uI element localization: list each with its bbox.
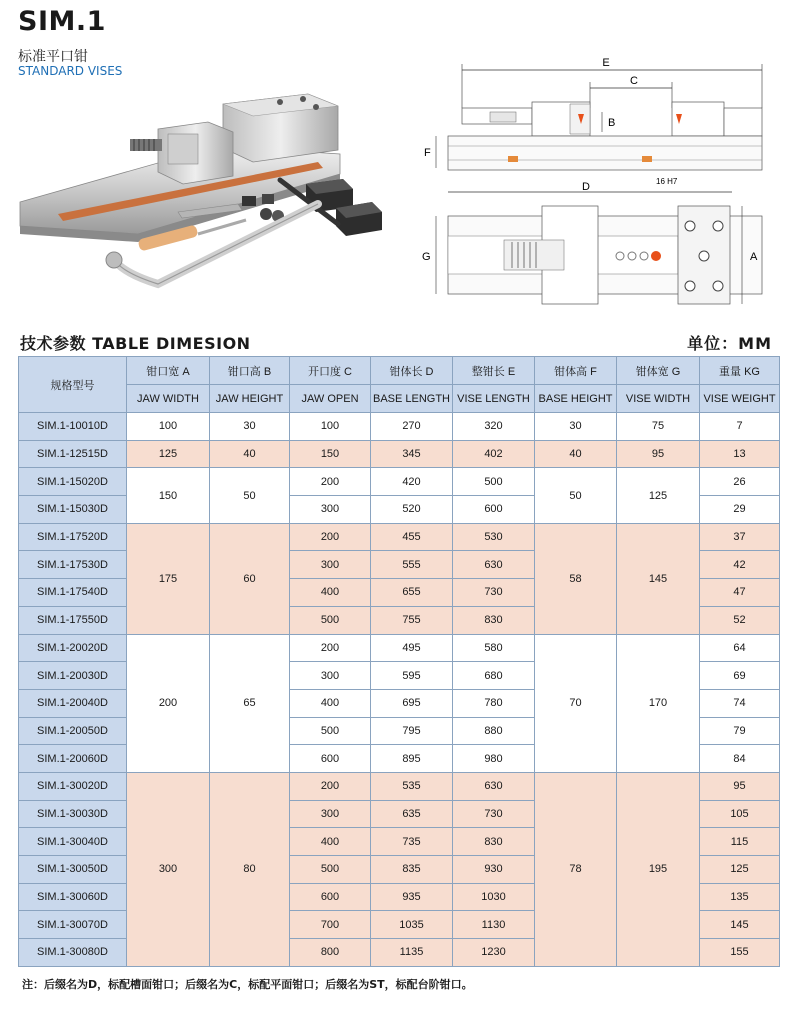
jaw-height-cell: 30 [210, 413, 290, 441]
col-header-cn: 整钳长 E [453, 357, 535, 385]
model-cell: SIM.1-20060D [19, 745, 127, 773]
vise-length-cell: 830 [453, 828, 535, 856]
label-h7: 16 H7 [656, 177, 678, 186]
col-header-en: BASE HEIGHT [535, 385, 617, 413]
weight-cell: 7 [700, 413, 780, 441]
model-cell: SIM.1-30060D [19, 883, 127, 911]
vise-length-cell: 320 [453, 413, 535, 441]
weight-cell: 84 [700, 745, 780, 773]
vise-length-cell: 730 [453, 579, 535, 607]
model-cell: SIM.1-17540D [19, 579, 127, 607]
jaw-open-cell: 400 [290, 579, 371, 607]
col-header-en: JAW WIDTH [127, 385, 210, 413]
vise-length-cell: 1130 [453, 911, 535, 939]
product-photo [18, 84, 406, 304]
base-height-cell: 40 [535, 440, 617, 468]
vise-length-cell: 730 [453, 800, 535, 828]
table-row [19, 468, 780, 496]
jaw-open-cell: 200 [290, 468, 371, 496]
model-cell: SIM.1-20050D [19, 717, 127, 745]
base-height-cell: 58 [535, 523, 617, 634]
jaw-open-cell: 200 [290, 634, 371, 662]
model-cell: SIM.1-10010D [19, 413, 127, 441]
table-row [19, 440, 780, 468]
vise-width-cell: 125 [617, 468, 700, 523]
model-cell: SIM.1-15030D [19, 496, 127, 524]
base-length-cell: 635 [371, 800, 453, 828]
jaw-open-cell: 400 [290, 689, 371, 717]
jaw-open-cell: 600 [290, 745, 371, 773]
weight-cell: 37 [700, 523, 780, 551]
vise-length-cell: 630 [453, 551, 535, 579]
model-cell: SIM.1-30030D [19, 800, 127, 828]
vise-length-cell: 630 [453, 772, 535, 800]
weight-cell: 29 [700, 496, 780, 524]
subtitle-english: STANDARD VISES [18, 64, 123, 78]
weight-cell: 155 [700, 939, 780, 967]
vise-length-cell: 600 [453, 496, 535, 524]
weight-cell: 115 [700, 828, 780, 856]
jaw-open-cell: 700 [290, 911, 371, 939]
base-length-cell: 1035 [371, 911, 453, 939]
model-cell: SIM.1-20040D [19, 689, 127, 717]
jaw-open-cell: 800 [290, 939, 371, 967]
col-header-en: VISE WIDTH [617, 385, 700, 413]
col-header-cn: 钳口高 B [210, 357, 290, 385]
base-length-cell: 495 [371, 634, 453, 662]
model-cell: SIM.1-30070D [19, 911, 127, 939]
vise-width-cell: 195 [617, 772, 700, 966]
jaw-open-cell: 300 [290, 800, 371, 828]
weight-cell: 105 [700, 800, 780, 828]
jaw-open-cell: 300 [290, 662, 371, 690]
weight-cell: 52 [700, 606, 780, 634]
vise-length-cell: 1230 [453, 939, 535, 967]
unit-label: 单位：MM [687, 334, 772, 353]
base-length-cell: 735 [371, 828, 453, 856]
subtitle-chinese: 标准平口钳 [18, 49, 88, 65]
weight-cell: 74 [700, 689, 780, 717]
weight-cell: 47 [700, 579, 780, 607]
model-cell: SIM.1-20030D [19, 662, 127, 690]
model-header: 规格型号 [19, 357, 127, 413]
vise-length-cell: 530 [453, 523, 535, 551]
col-header-en: JAW OPEN [290, 385, 371, 413]
base-length-cell: 270 [371, 413, 453, 441]
jaw-open-cell: 300 [290, 551, 371, 579]
col-header-en: VISE WEIGHT [700, 385, 780, 413]
base-length-cell: 555 [371, 551, 453, 579]
weight-cell: 64 [700, 634, 780, 662]
vise-length-cell: 780 [453, 689, 535, 717]
jaw-width-cell: 200 [127, 634, 210, 772]
model-cell: SIM.1-30020D [19, 772, 127, 800]
table-row [19, 413, 780, 441]
base-height-cell: 78 [535, 772, 617, 966]
jaw-width-cell: 150 [127, 468, 210, 523]
base-length-cell: 535 [371, 772, 453, 800]
vise-length-cell: 580 [453, 634, 535, 662]
col-header-cn: 钳体长 D [371, 357, 453, 385]
col-header-cn: 开口度 C [290, 357, 371, 385]
model-cell: SIM.1-15020D [19, 468, 127, 496]
jaw-open-cell: 150 [290, 440, 371, 468]
vise-length-cell: 880 [453, 717, 535, 745]
jaw-height-cell: 50 [210, 468, 290, 523]
base-length-cell: 595 [371, 662, 453, 690]
header-row-cn [19, 357, 780, 385]
jaw-width-cell: 125 [127, 440, 210, 468]
table-row [19, 772, 780, 800]
vise-length-cell: 930 [453, 856, 535, 884]
col-header-en: JAW HEIGHT [210, 385, 290, 413]
label-e: E [602, 57, 610, 69]
vise-width-cell: 145 [617, 523, 700, 634]
section-title: 技术参数 TABLE DIMESION [20, 334, 251, 353]
base-length-cell: 835 [371, 856, 453, 884]
vise-width-cell: 75 [617, 413, 700, 441]
jaw-open-cell: 200 [290, 523, 371, 551]
label-a: A [750, 251, 758, 263]
jaw-open-cell: 500 [290, 856, 371, 884]
model-cell: SIM.1-30080D [19, 939, 127, 967]
jaw-open-cell: 600 [290, 883, 371, 911]
page-title: SIM.1 [18, 6, 106, 37]
spec-table [18, 356, 780, 967]
model-cell: SIM.1-30040D [19, 828, 127, 856]
base-height-cell: 30 [535, 413, 617, 441]
vise-length-cell: 980 [453, 745, 535, 773]
model-cell: SIM.1-20020D [19, 634, 127, 662]
base-length-cell: 935 [371, 883, 453, 911]
weight-cell: 42 [700, 551, 780, 579]
vise-length-cell: 500 [453, 468, 535, 496]
model-cell: SIM.1-17550D [19, 606, 127, 634]
jaw-width-cell: 300 [127, 772, 210, 966]
weight-cell: 26 [700, 468, 780, 496]
base-length-cell: 1135 [371, 939, 453, 967]
base-length-cell: 455 [371, 523, 453, 551]
col-header-cn: 钳口宽 A [127, 357, 210, 385]
weight-cell: 125 [700, 856, 780, 884]
weight-cell: 135 [700, 883, 780, 911]
jaw-open-cell: 100 [290, 413, 371, 441]
dimension-drawing [420, 50, 790, 310]
jaw-open-cell: 500 [290, 606, 371, 634]
model-cell: SIM.1-30050D [19, 856, 127, 884]
base-length-cell: 795 [371, 717, 453, 745]
col-header-en: BASE LENGTH [371, 385, 453, 413]
table-row [19, 634, 780, 662]
label-c: C [630, 75, 638, 87]
model-cell: SIM.1-12515D [19, 440, 127, 468]
table-row [19, 523, 780, 551]
vise-length-cell: 830 [453, 606, 535, 634]
base-length-cell: 695 [371, 689, 453, 717]
base-length-cell: 755 [371, 606, 453, 634]
col-header-cn: 重量 KG [700, 357, 780, 385]
label-b: B [608, 117, 616, 129]
jaw-open-cell: 300 [290, 496, 371, 524]
jaw-height-cell: 60 [210, 523, 290, 634]
col-header-cn: 钳体宽 G [617, 357, 700, 385]
base-height-cell: 50 [535, 468, 617, 523]
label-d: D [582, 181, 590, 193]
vise-length-cell: 1030 [453, 883, 535, 911]
model-cell: SIM.1-17520D [19, 523, 127, 551]
vise-length-cell: 680 [453, 662, 535, 690]
model-cell: SIM.1-17530D [19, 551, 127, 579]
jaw-height-cell: 65 [210, 634, 290, 772]
base-length-cell: 655 [371, 579, 453, 607]
weight-cell: 95 [700, 772, 780, 800]
base-length-cell: 345 [371, 440, 453, 468]
footnote: 注：后缀名为D，标配槽面钳口；后缀名为C，标配平面钳口；后缀名为ST，标配台阶钳口。 [22, 978, 473, 991]
weight-cell: 145 [700, 911, 780, 939]
col-header-en: VISE LENGTH [453, 385, 535, 413]
vise-width-cell: 170 [617, 634, 700, 772]
jaw-width-cell: 100 [127, 413, 210, 441]
base-length-cell: 520 [371, 496, 453, 524]
weight-cell: 79 [700, 717, 780, 745]
col-header-cn: 钳体高 F [535, 357, 617, 385]
jaw-open-cell: 400 [290, 828, 371, 856]
base-length-cell: 895 [371, 745, 453, 773]
jaw-open-cell: 500 [290, 717, 371, 745]
header-row-en [19, 385, 780, 413]
base-length-cell: 420 [371, 468, 453, 496]
weight-cell: 13 [700, 440, 780, 468]
label-f: F [424, 147, 431, 159]
jaw-width-cell: 175 [127, 523, 210, 634]
label-g: G [422, 251, 431, 263]
base-height-cell: 70 [535, 634, 617, 772]
jaw-height-cell: 80 [210, 772, 290, 966]
weight-cell: 69 [700, 662, 780, 690]
vise-length-cell: 402 [453, 440, 535, 468]
vise-width-cell: 95 [617, 440, 700, 468]
jaw-open-cell: 200 [290, 772, 371, 800]
jaw-height-cell: 40 [210, 440, 290, 468]
